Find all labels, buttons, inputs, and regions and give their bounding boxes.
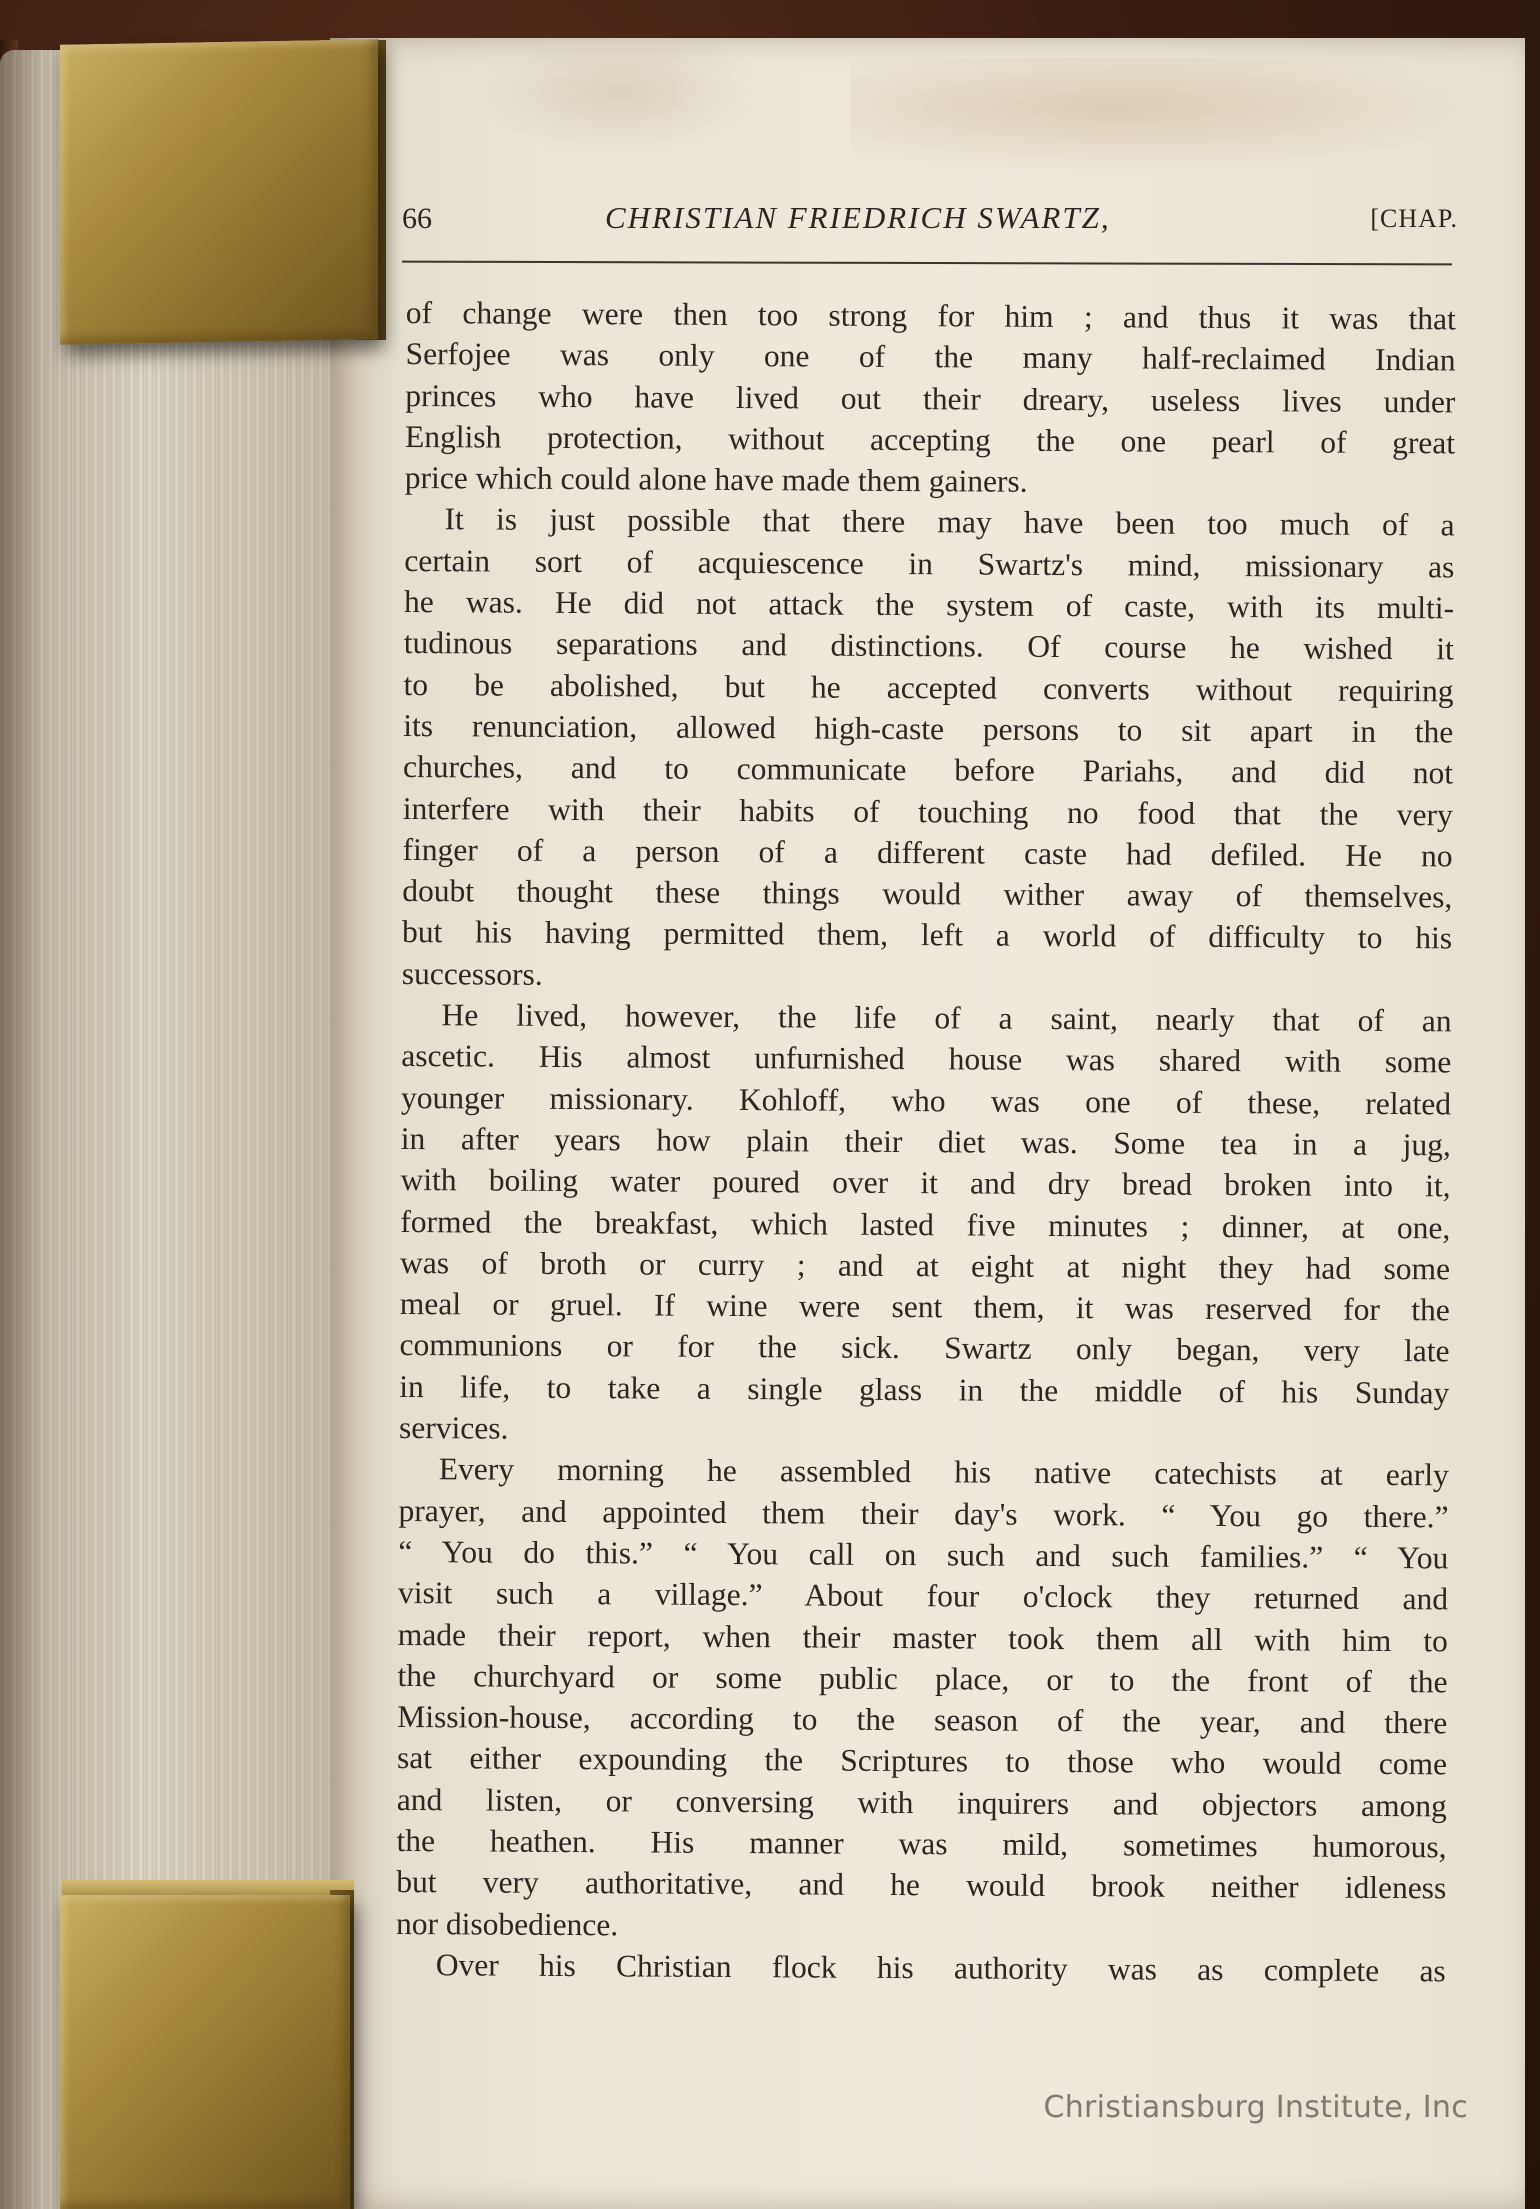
- corner-clip-top: [60, 39, 378, 345]
- text-line: Over his Christian flock his authority was as complete as: [435, 1947, 1446, 1989]
- text-line: with boiling water poured over it and dry bread broken into it,: [400, 1162, 1451, 1204]
- text-line: price which could alone have made them gainers.: [404, 460, 1028, 499]
- text-line: communions or for the sick. Swartz only began, very late: [399, 1327, 1450, 1369]
- text-line: churches, and to communicate before Pariahs, and did not: [402, 749, 1454, 791]
- text-line: English protection, without accepting the one pearl of great: [405, 418, 1456, 461]
- page-stain: [850, 58, 1490, 178]
- text-line: made their report, when their master took them all with him to: [397, 1616, 1448, 1658]
- text-line: younger missionary. Kohloff, who was one of these, related: [400, 1079, 1452, 1122]
- running-title: CHRISTIAN FRIEDRICH SWARTZ,: [605, 200, 1111, 235]
- text-line: but very authoritative, and he would brook neither idleness: [396, 1864, 1447, 1906]
- text-line: princes who have lived out their dreary, useless lives under: [405, 377, 1456, 420]
- watermark: Christiansburg Institute, Inc: [1043, 2090, 1468, 2125]
- text-line: services.: [398, 1409, 509, 1446]
- text-line: in life, to take a single glass in the middle of his Sunday: [399, 1368, 1450, 1411]
- text-line: Every morning he assembled his native catechists at early: [438, 1451, 1449, 1493]
- text-line: tudinous separations and distinctions. Of course he wished it: [403, 625, 1454, 667]
- text-line: visit such a village.” About four o'clock they returned and: [397, 1575, 1449, 1617]
- text-line: nor disobedience.: [395, 1905, 619, 1942]
- page-stain: [470, 48, 770, 158]
- text-line: prayer, and appointed them their day's work. “ You go there.”: [398, 1492, 1449, 1535]
- text-line: meal or gruel. If wine were sent them, it was reserved for the: [399, 1286, 1450, 1328]
- running-head: [400, 200, 1460, 250]
- text-line: he was. He did not attack the system of caste, with its multi-: [404, 584, 1455, 626]
- chapter-marker: [CHAP.: [1370, 204, 1458, 233]
- page-number: 66: [402, 202, 432, 235]
- text-line: He lived, however, the life of a saint, nearly that of an: [441, 997, 1452, 1039]
- text-line: of change were then too strong for him ; and thus it was that: [405, 294, 1456, 337]
- text-line: in after years how plain their diet was. Some tea in a jug,: [400, 1120, 1451, 1163]
- text-line: Serfojee was only one of the many half-reclaimed Indian: [405, 336, 1456, 378]
- text-line: doubt thought these things would wither away of themselves,: [402, 873, 1453, 915]
- text-line: interfere with their habits of touching no food that the very: [402, 790, 1453, 832]
- text-line: and listen, or conversing with inquirers and objectors among: [396, 1781, 1447, 1824]
- text-line: but his having permitted them, left a world of difficulty to his: [401, 914, 1453, 956]
- text-line: finger of a person of a different caste had defiled. He no: [402, 831, 1453, 874]
- text-line: “ You do this.” “ You call on such and such families.” “ You: [398, 1533, 1449, 1576]
- text-line: successors.: [401, 955, 543, 992]
- text-line: to be abolished, but he accepted converts without requiring: [403, 666, 1454, 709]
- text-line: ascetic. His almost unfurnished house was shared with some: [401, 1038, 1452, 1080]
- text-line: the heathen. His manner was mild, sometimes humorous,: [396, 1822, 1447, 1865]
- corner-clip-bottom: [60, 1895, 350, 2209]
- text-line: its renunciation, allowed high-caste persons to sit apart in the: [403, 707, 1454, 750]
- text-line: was of broth or curry ; and at eight at night they had some: [399, 1244, 1451, 1287]
- text-line: formed the breakfast, which lasted five minutes ; dinner, at one,: [400, 1203, 1451, 1245]
- text-line: the churchyard or some public place, or to the front of the: [397, 1657, 1448, 1700]
- text-line: It is just possible that there may have been too much of a: [444, 501, 1455, 543]
- body-text: [396, 292, 1456, 1992]
- text-line: Mission-house, according to the season of the year, and there: [397, 1699, 1448, 1741]
- text-line: sat either expounding the Scriptures to those who would come: [396, 1740, 1448, 1782]
- text-line: certain sort of acquiescence in Swartz's mind, missionary as: [404, 542, 1455, 585]
